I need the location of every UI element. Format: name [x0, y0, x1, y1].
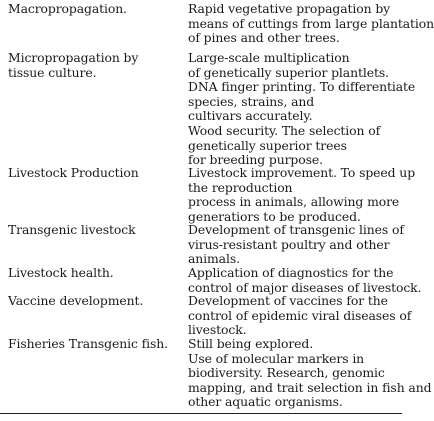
row-description [188, 50, 416, 168]
description-line: cultivars accurately. [188, 108, 313, 124]
description-line: Application of diagnostics for the [188, 265, 394, 280]
description-line: animals. [188, 251, 240, 267]
description-line: Development of transgenic lines of [188, 222, 404, 237]
description-line: Rapid vegetative propagation by [188, 1, 391, 16]
description-line: the reproduction [188, 179, 293, 195]
description-line: Development of vaccines for the [188, 293, 388, 308]
row-label [8, 337, 178, 352]
label-line: Fisheries Transgenic fish. [8, 336, 168, 351]
description-line: Large-scale multiplication [188, 50, 350, 65]
row-label [8, 2, 178, 17]
row-label [8, 51, 178, 80]
label-line: Vaccine development. [8, 293, 144, 308]
row-label [8, 166, 178, 181]
description-line: process in animals, allowing more [188, 194, 400, 210]
description-line: species, strains, and [188, 93, 315, 109]
description-line: Livestock improvement. To speed up [188, 165, 416, 180]
description-line: livestock. [188, 322, 247, 338]
label-line: tissue culture. [8, 64, 97, 80]
description-line: for breeding purpose. [188, 152, 323, 168]
description-line: Wood security. The selection of [188, 122, 381, 138]
description-line: Use of molecular markers in [188, 350, 365, 366]
description-line: DNA finger printing. To differentiate [188, 79, 416, 95]
label-line: Macropropagation. [8, 1, 127, 16]
row-description [188, 223, 402, 267]
label-line: Livestock health. [8, 265, 114, 280]
label-line: Transgenic livestock [8, 222, 136, 237]
row-description [188, 336, 432, 410]
description-line: generatiors to be produced. [188, 208, 361, 224]
label-line: Micropropagation by [8, 50, 139, 65]
description-line: control of epidemic viral diseases of [188, 307, 412, 323]
row-description [188, 293, 412, 338]
description-line: control of major diseases of livestock. [188, 279, 422, 295]
description-line: Still being explored. [188, 336, 314, 351]
description-line: of pines and other trees. [188, 30, 340, 46]
description-line: other aquatic organisms. [188, 394, 343, 410]
row-label [8, 266, 178, 281]
row-description [188, 265, 422, 295]
row-description [188, 1, 434, 46]
table-bottom-rule [0, 413, 402, 414]
description-line: biodiversity. Research, genomic [188, 365, 385, 381]
description-line: mapping, and trait selection in fish and [188, 379, 432, 395]
row-description [188, 165, 416, 224]
label-line: Livestock Production [8, 165, 139, 180]
row-label [8, 223, 178, 238]
description-line: of genetically superior plantlets. [188, 64, 389, 80]
row-label [8, 294, 178, 309]
description-line: virus-resistant poultry and other [188, 236, 390, 252]
description-line: genetically superior trees [188, 137, 347, 153]
description-line: means of cuttings from large plantation [188, 15, 434, 31]
